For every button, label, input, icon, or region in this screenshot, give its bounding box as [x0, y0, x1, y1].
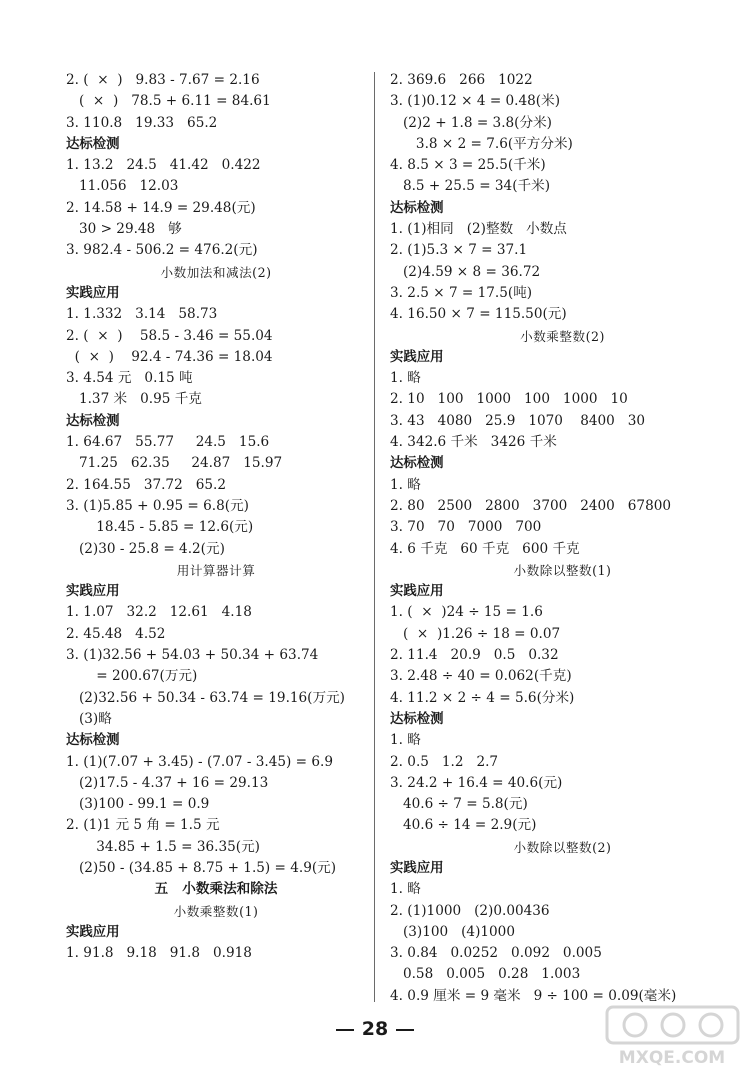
dash-left	[336, 1029, 354, 1031]
answer-line: 1. 略	[390, 881, 421, 898]
topic-title: 小数除以整数(1)	[513, 562, 612, 578]
answer-line: 4. 8.5 × 3 = 25.5(千米)	[390, 157, 546, 174]
section-heading: 实践应用	[390, 349, 444, 365]
answer-line: 40.6 ÷ 7 = 5.8(元)	[390, 796, 528, 813]
answer-line: 3. 982.4 - 506.2 = 476.2(元)	[66, 242, 258, 259]
answer-line: 11.056 12.03	[66, 178, 179, 195]
answer-line: (2)17.5 - 4.37 + 16 = 29.13	[66, 774, 269, 791]
column-divider	[374, 72, 375, 1002]
answer-line: (2)30 - 25.8 = 4.2(元)	[66, 540, 225, 557]
answer-line: 2. ( × ) 58.5 - 3.46 = 55.04	[66, 327, 273, 344]
answer-line: 4. 342.6 千米 3426 千米	[390, 434, 557, 451]
answer-line: 2. 11.4 20.9 0.5 0.32	[390, 647, 559, 664]
watermark-logo	[605, 1005, 740, 1067]
answer-line: 3. 2.5 × 7 = 17.5(吨)	[390, 284, 533, 301]
answer-line: (2)32.56 + 50.34 - 63.74 = 19.16(万元)	[66, 689, 345, 706]
topic-title: 小数乘整数(2)	[520, 328, 605, 344]
answer-line: (2)4.59 × 8 = 36.72	[390, 263, 541, 280]
answer-line: 4. 11.2 × 2 ÷ 4 = 5.6(分米)	[390, 689, 575, 706]
topic-title: 用计算器计算	[176, 562, 256, 578]
topic-title: 小数乘整数(1)	[173, 903, 259, 919]
answer-line: 4. 6 千克 60 千克 600 千克	[390, 540, 580, 557]
answer-line: 1. 略	[390, 370, 421, 387]
answer-line: 34.85 + 1.5 = 36.35(元)	[66, 838, 260, 855]
answer-line: 1. ( × )24 ÷ 15 = 1.6	[390, 604, 543, 621]
answer-line: 3. 24.2 + 16.4 = 40.6(元)	[390, 774, 563, 791]
page-number-text: 28	[361, 1018, 389, 1040]
answer-line: 3.8 × 2 = 7.6(平方分米)	[390, 135, 573, 152]
answer-line: 2. (1)5.3 × 7 = 37.1	[390, 242, 528, 259]
section-heading: 实践应用	[390, 860, 444, 876]
section-heading: 达标检测	[66, 733, 120, 749]
answer-line: 2. 369.6 266 1022	[390, 72, 533, 88]
answer-line: 1. (1)相同 (2)整数 小数点	[390, 221, 567, 238]
answer-line: 30 > 29.48 够	[66, 221, 182, 238]
topic-title: 五 小数乘法和除法	[154, 881, 278, 898]
answer-line: 40.6 ÷ 14 = 2.9(元)	[390, 817, 537, 834]
answer-line: 1. (1)(7.07 + 3.45) - (7.07 - 3.45) = 6.9	[66, 753, 333, 770]
section-heading: 实践应用	[66, 584, 120, 600]
answer-line: 4. 0.9 厘米 = 9 毫米 9 ÷ 100 = 0.09(毫米)	[390, 987, 677, 1004]
left-column	[66, 70, 366, 964]
answer-line: 1. 13.2 24.5 41.42 0.422	[66, 157, 261, 174]
answer-line: 4. 16.50 × 7 = 115.50(元)	[390, 306, 567, 323]
answer-line: 2. 80 2500 2800 3700 2400 67800	[390, 497, 672, 514]
topic-title: 小数除以整数(2)	[513, 839, 612, 855]
answer-line: 2. ( × ) 9.83 - 7.67 = 2.16	[66, 72, 260, 88]
answer-line: 2. (1)1 元 5 角 = 1.5 元	[66, 817, 220, 834]
answer-line: 2. (1)1000 (2)0.00436	[390, 902, 550, 919]
topic-title: 小数加法和减法(2)	[160, 264, 272, 280]
answer-line: 3. 2.48 ÷ 40 = 0.062(千克)	[390, 668, 572, 685]
answer-line: 2. 10 100 1000 100 1000 10	[390, 391, 628, 408]
answer-line: 1.37 米 0.95 千克	[66, 391, 202, 408]
answer-line: 3. 4.54 元 0.15 吨	[66, 370, 193, 387]
answer-line: 2. 164.55 37.72 65.2	[66, 476, 226, 493]
answer-line: (3)100 (4)1000	[390, 923, 515, 940]
answer-line: (2)50 - (34.85 + 8.75 + 1.5) = 4.9(元)	[66, 859, 337, 876]
answer-line: 18.45 - 5.85 = 12.6(元)	[66, 519, 254, 536]
answer-line: 0.58 0.005 0.28 1.003	[390, 966, 581, 983]
answer-line: ( × ) 92.4 - 74.36 = 18.04	[66, 348, 273, 365]
section-heading: 达标检测	[66, 136, 120, 152]
answer-line: 2. 45.48 4.52	[66, 625, 166, 642]
answer-line: 8.5 + 25.5 = 34(千米)	[390, 178, 551, 195]
answer-line: 3. (1)5.85 + 0.95 = 6.8(元)	[66, 497, 249, 514]
answer-line: 3. (1)0.12 × 4 = 0.48(米)	[390, 93, 560, 110]
answer-line: (2)2 + 1.8 = 3.8(分米)	[390, 114, 552, 131]
dash-right	[396, 1029, 414, 1031]
section-heading: 实践应用	[66, 285, 120, 301]
answer-line: 1. 略	[390, 732, 421, 749]
answer-line: 1. 略	[390, 476, 421, 493]
answer-line: 3. 70 70 7000 700	[390, 519, 542, 536]
answer-line: (3)略	[66, 710, 112, 727]
answer-line: ( × ) 78.5 + 6.11 = 84.61	[66, 93, 271, 110]
section-heading: 实践应用	[66, 924, 120, 940]
right-column	[390, 70, 735, 1007]
answer-line: 3. 0.84 0.0252 0.092 0.005	[390, 945, 602, 962]
section-heading: 达标检测	[390, 711, 444, 727]
answer-line: = 200.67(万元)	[66, 668, 198, 685]
answer-line: 3. 110.8 19.33 65.2	[66, 114, 218, 131]
answer-line: 71.25 62.35 24.87 15.97	[66, 455, 283, 472]
section-heading: 达标检测	[390, 456, 444, 472]
answer-line: 1. 1.07 32.2 12.61 4.18	[66, 604, 252, 621]
answer-line: 3. (1)32.56 + 54.03 + 50.34 + 63.74	[66, 647, 319, 664]
section-heading: 实践应用	[390, 584, 444, 600]
answer-line: 1. 91.8 9.18 91.8 0.918	[66, 945, 252, 962]
section-heading: 达标检测	[66, 413, 120, 429]
answer-line: 1. 1.332 3.14 58.73	[66, 306, 218, 323]
answer-line: 2. 0.5 1.2 2.7	[390, 753, 499, 770]
answer-line: 3. 43 4080 25.9 1070 8400 30	[390, 412, 646, 429]
answer-line: 2. 14.58 + 14.9 = 29.48(元)	[66, 199, 256, 216]
answer-line: (3)100 - 99.1 = 0.9	[66, 796, 210, 813]
answer-line: 1. 64.67 55.77 24.5 15.6	[66, 434, 270, 451]
answer-line: ( × )1.26 ÷ 18 = 0.07	[390, 625, 561, 642]
section-heading: 达标检测	[390, 200, 444, 216]
watermark-text: MXQE.COM	[618, 1048, 726, 1067]
